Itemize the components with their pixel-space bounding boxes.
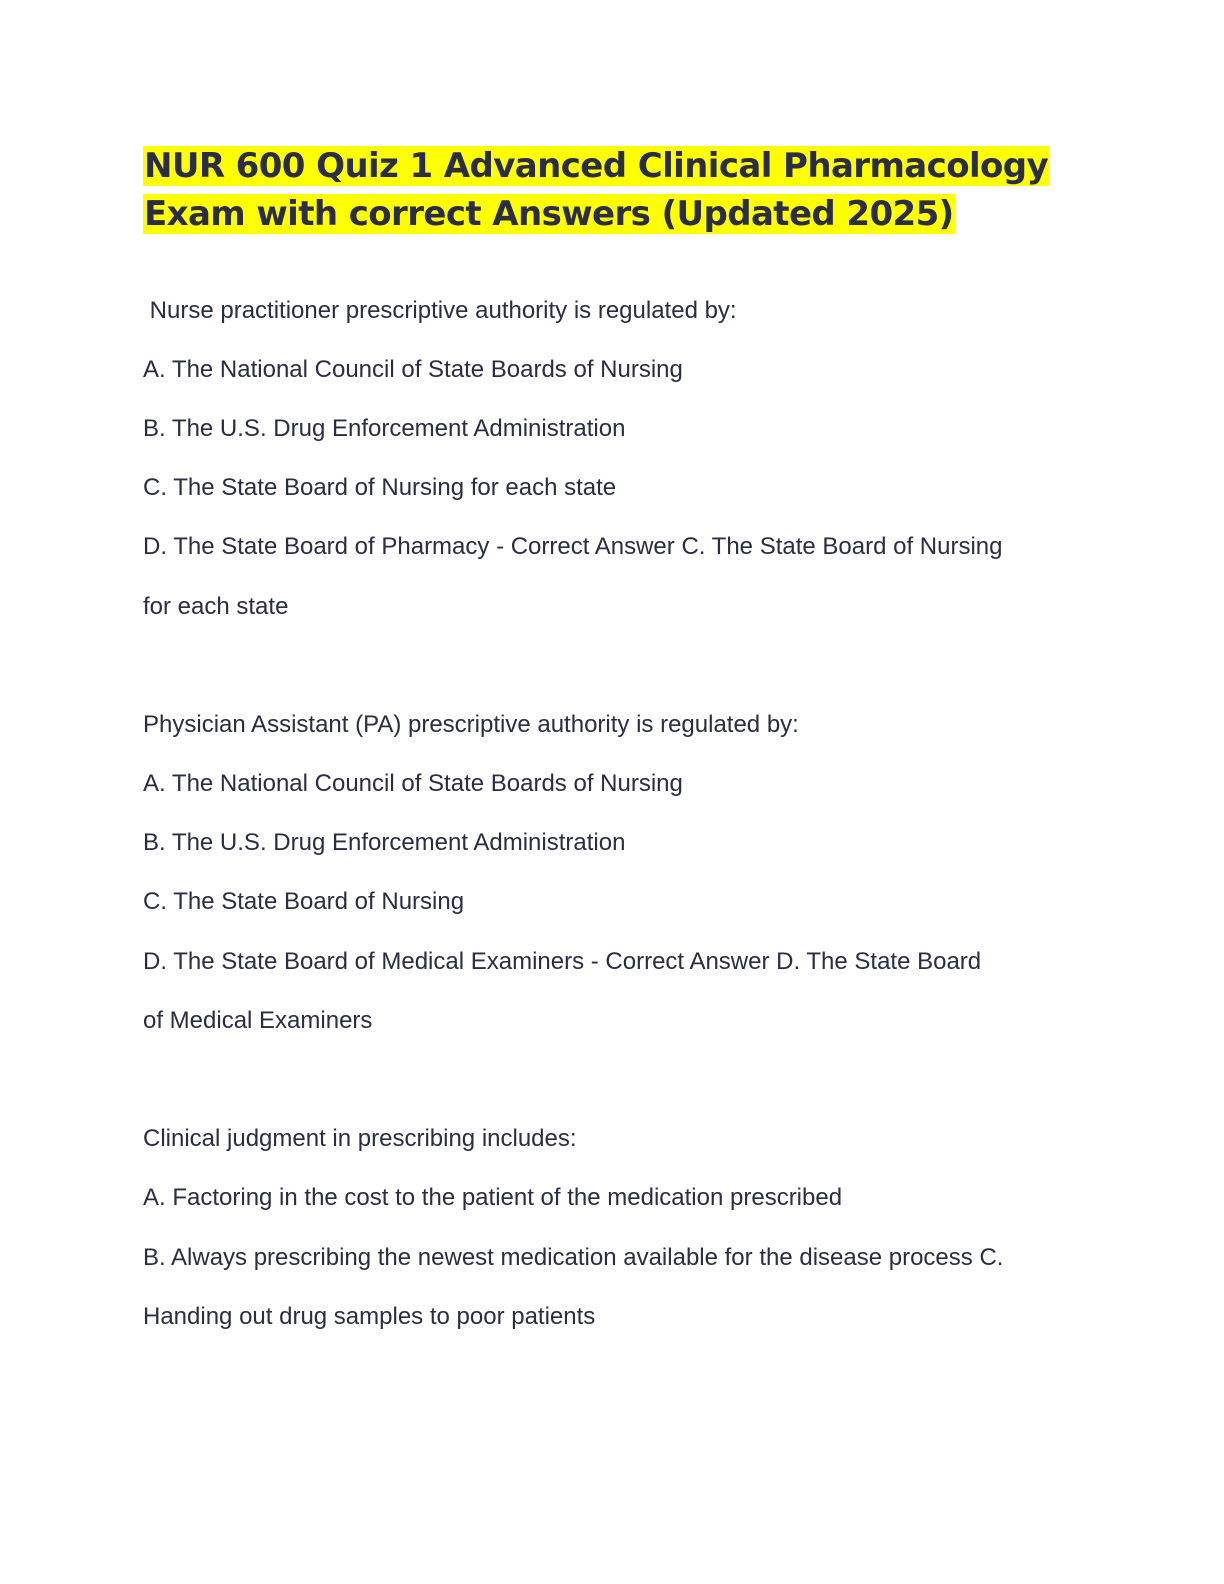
question-3-stem: Clinical judgment in prescribing includes: [143, 1125, 577, 1152]
question-3-option-b: B. Always prescribing the newest medication available for the disease process C. [143, 1244, 1004, 1271]
question-1-option-c: C. The State Board of Nursing for each state [143, 474, 617, 501]
question-2-option-a: A. The National Council of State Boards of Nursing [143, 770, 683, 797]
question-2-option-b: B. The U.S. Drug Enforcement Administration [143, 829, 626, 856]
question-1-answer-continuation: for each state [143, 593, 289, 620]
question-2-option-c: C. The State Board of Nursing [143, 888, 465, 915]
question-2-answer-continuation: of Medical Examiners [143, 1007, 373, 1034]
title-line-1 [143, 142, 1049, 190]
question-3-option-c: Handing out drug samples to poor patients [143, 1303, 596, 1330]
title-highlight-2: Exam with correct Answers (Updated 2025) [144, 194, 954, 234]
question-1-option-a: A. The National Council of State Boards of Nursing [143, 356, 683, 383]
question-2-stem: Physician Assistant (PA) prescriptive authority is regulated by: [143, 711, 799, 738]
question-3-option-a: A. Factoring in the cost to the patient of the medication prescribed [143, 1184, 843, 1211]
question-1-option-b: B. The U.S. Drug Enforcement Administration [143, 415, 626, 442]
question-2-option-d-answer: D. The State Board of Medical Examiners - Correct Answer D. The State Board [143, 948, 982, 975]
question-1-option-d-answer: D. The State Board of Pharmacy - Correct Answer C. The State Board of Nursing [143, 533, 1003, 560]
title-line-2 [143, 190, 1043, 238]
title-highlight-1: NUR 600 Quiz 1 Advanced Clinical Pharmacology [144, 146, 1049, 186]
question-1-stem: Nurse practitioner prescriptive authority is regulated by: [143, 297, 737, 324]
document-title [143, 142, 1049, 238]
